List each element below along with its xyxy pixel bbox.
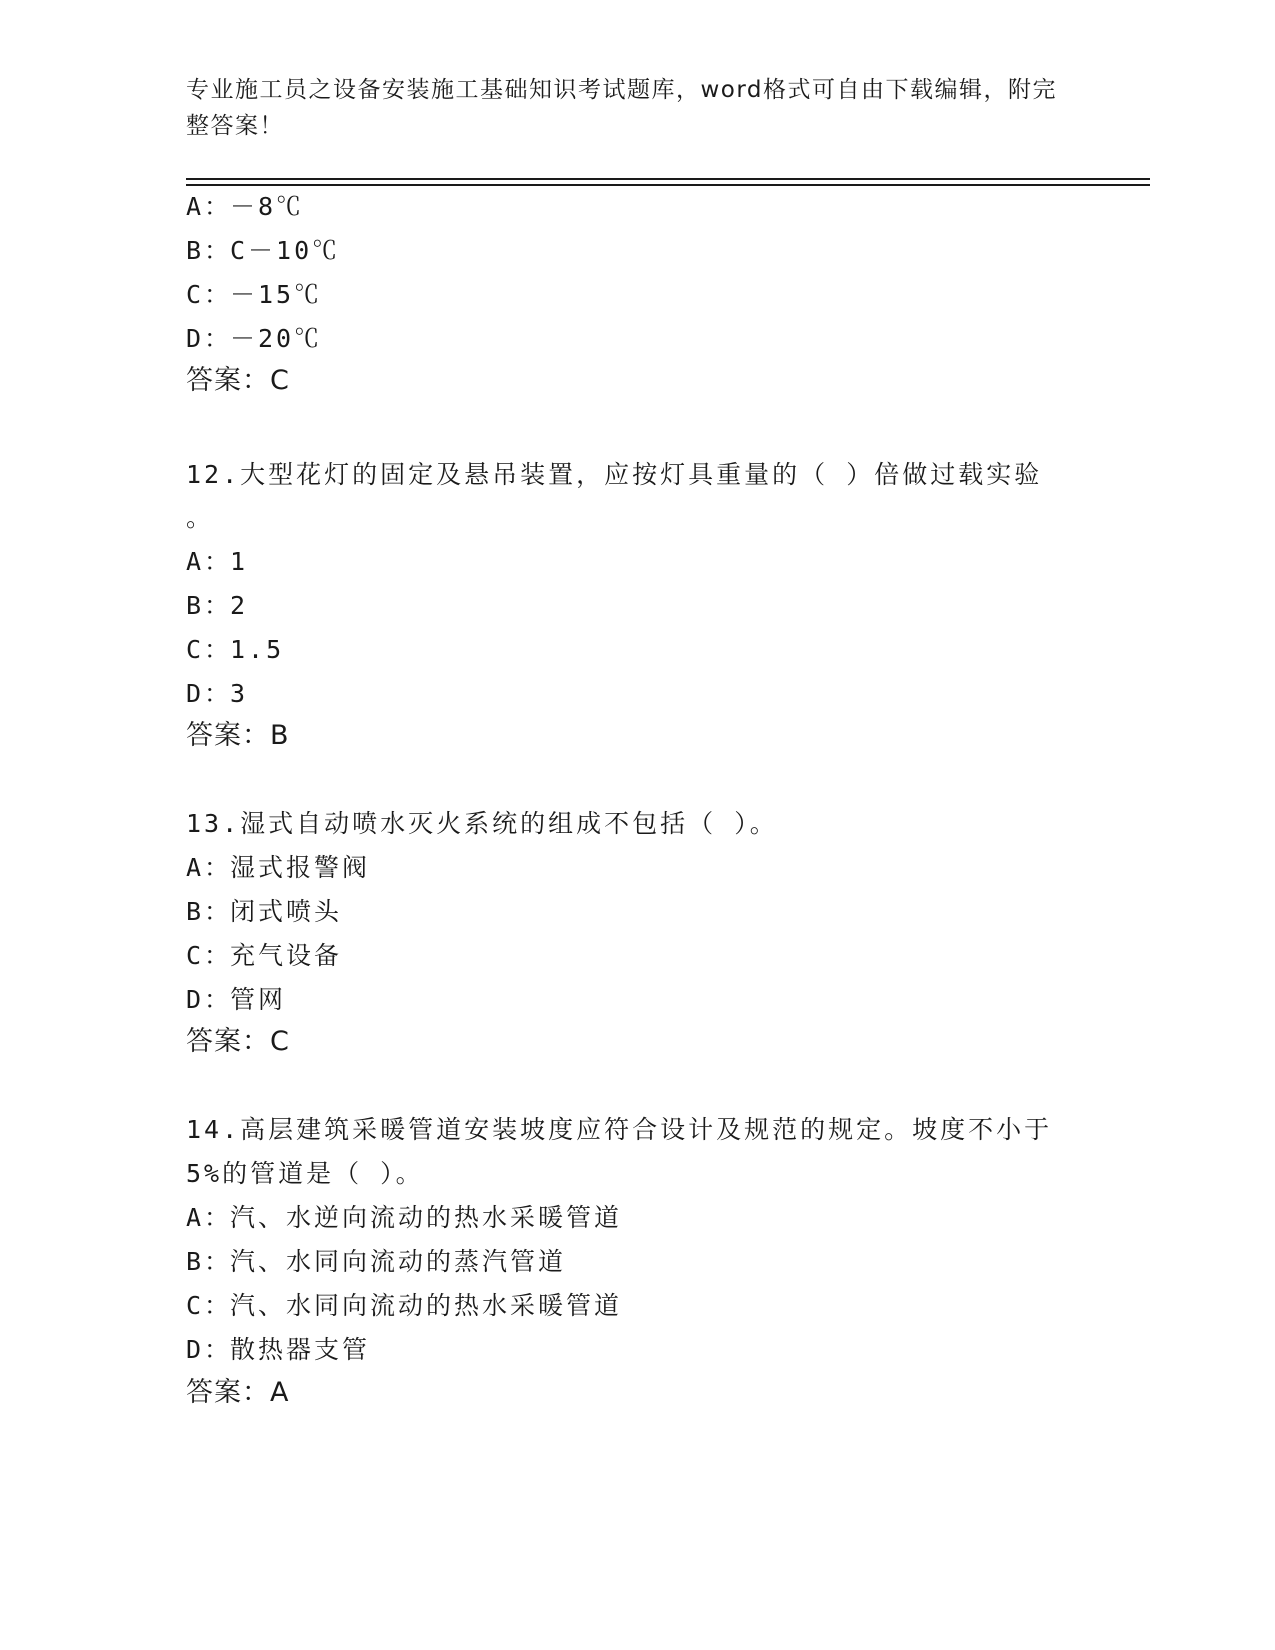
header-divider-top	[186, 178, 1150, 180]
option-label: D：	[186, 985, 233, 1014]
q12-answer: 答案：B	[186, 720, 290, 751]
q14-stem: 14.高层建筑采暖管道安装坡度应符合设计及规范的规定。坡度不小于	[186, 1115, 1053, 1144]
option-label: A：	[186, 1203, 233, 1232]
option-text: 充气设备	[230, 941, 343, 970]
q12-stem-continued: 。	[186, 503, 215, 532]
option-label: A：	[186, 853, 233, 882]
option-text: 湿式报警阀	[230, 853, 371, 882]
option-label: D：	[186, 679, 233, 708]
option-label: D：	[186, 1335, 233, 1364]
option-label: D：	[186, 324, 233, 353]
option-label: C：	[186, 941, 233, 970]
document-header: 专业施工员之设备安装施工基础知识考试题库，word格式可自由下载编辑，附完整答案！	[186, 77, 1058, 139]
q13-stem: 13.湿式自动喷水灭火系统的组成不包括（ ）。	[186, 809, 778, 838]
q14-stem-continued: 5%的管道是（ ）。	[186, 1159, 424, 1188]
q12-option-c	[186, 634, 284, 666]
option-text: C－10℃	[230, 236, 341, 265]
option-label: B：	[186, 897, 233, 926]
option-label: A：	[186, 547, 233, 576]
q13-answer: 答案：C	[186, 1026, 290, 1057]
q12-option-a	[186, 546, 248, 578]
q14-option-b	[186, 1246, 566, 1278]
option-text: －15℃	[230, 280, 323, 309]
q11-option-c	[186, 279, 322, 311]
q13-option-a	[186, 852, 370, 884]
option-text: 散热器支管	[230, 1335, 371, 1364]
q14-option-d	[186, 1334, 370, 1366]
option-text: 汽、水同向流动的蒸汽管道	[230, 1247, 567, 1276]
option-text: 1.5	[230, 635, 285, 664]
option-label: C：	[186, 1291, 233, 1320]
option-text: －20℃	[230, 324, 323, 353]
option-text: 闭式喷头	[230, 897, 343, 926]
option-text: 汽、水同向流动的热水采暖管道	[230, 1291, 623, 1320]
option-text: 3	[230, 679, 249, 708]
q12-stem: 12.大型花灯的固定及悬吊装置，应按灯具重量的（ ）倍做过载实验	[186, 460, 1043, 489]
q11-option-b	[186, 235, 340, 267]
q11-answer: 答案：C	[186, 365, 290, 396]
q14-option-c	[186, 1290, 622, 1322]
q13-option-d	[186, 984, 286, 1016]
q13-option-c	[186, 940, 342, 972]
q11-option-a	[186, 191, 304, 223]
option-label: A：	[186, 192, 233, 221]
option-text: －8℃	[230, 192, 305, 221]
option-label: B：	[186, 236, 233, 265]
option-label: C：	[186, 635, 233, 664]
option-label: B：	[186, 591, 233, 620]
q13-option-b	[186, 896, 342, 928]
q12-option-b	[186, 590, 248, 622]
q14-answer: 答案：A	[186, 1377, 290, 1408]
q14-option-a	[186, 1202, 622, 1234]
option-text: 1	[230, 547, 249, 576]
q12-option-d	[186, 678, 248, 710]
header-divider-bottom	[186, 184, 1150, 186]
option-text: 管网	[230, 985, 287, 1014]
option-text: 2	[230, 591, 249, 620]
option-label: C：	[186, 280, 233, 309]
q11-option-d	[186, 323, 322, 355]
option-label: B：	[186, 1247, 233, 1276]
option-text: 汽、水逆向流动的热水采暖管道	[230, 1203, 623, 1232]
